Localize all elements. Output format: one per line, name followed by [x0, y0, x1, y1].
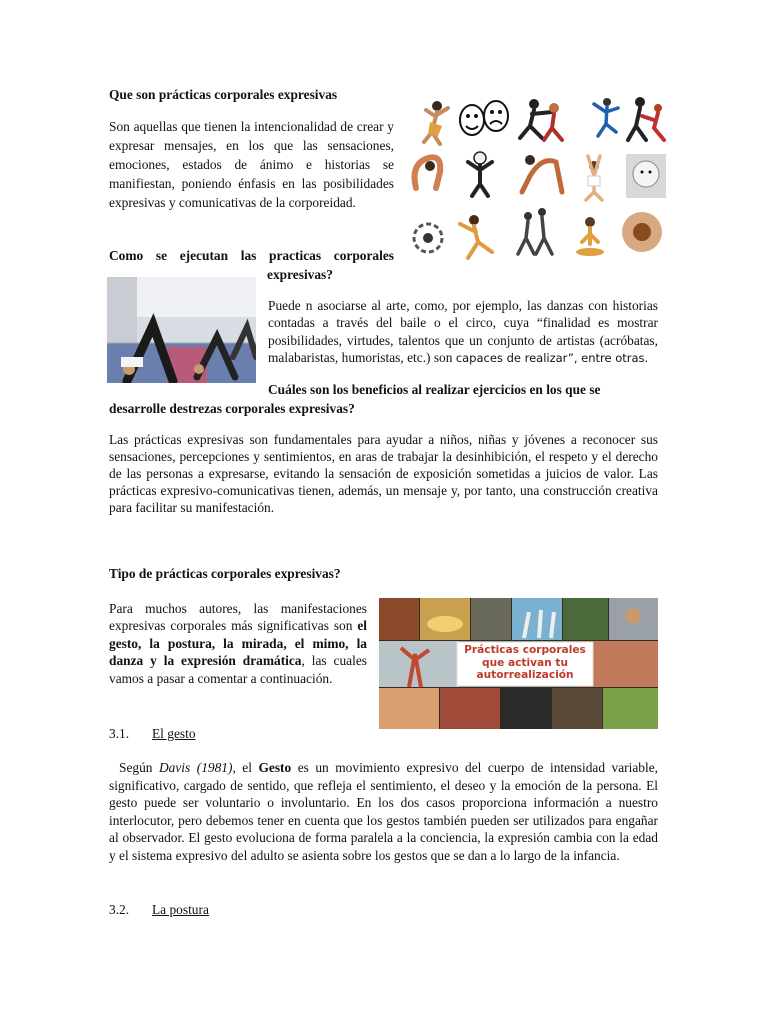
para5-text-c: es un movimiento expresivo del cuerpo de intensidad variable, significativo, cargado de sentido, que refleja el sentimiento, el deseo y la emoción de la persona. El gesto puede ser voluntario o involuntario. En los dos casos proporciona información a nuestro interlocutor, pero debemos tener en cuenta que los gestos también pueden ser utilizados para engañar al observador. El gesto evoluciona de forma paralela a la conciencia, la expresión cambia con la edad y el sistema expresivo del adulto se asienta sobre los gestos que se dan a lo largo de la infancia.	[109, 760, 658, 863]
paragraph-definition: Son aquellas que tienen la intencionalidad de crear y expresar mensajes, en los que las sensaciones, emociones, estados de ánimo e historias se manifiestan, poniendo énfasis en las posibilidades expresivas y comunicativas de la corporeidad.	[109, 119, 394, 211]
para2-small-text: capaces de realizar”, entre otras.	[455, 351, 649, 366]
banner-text-box	[457, 644, 593, 682]
section-3-2-number: 3.2.	[109, 902, 130, 917]
paragraph-el-gesto	[109, 759, 658, 865]
para4-text-a: Para muchos autores, las manifestaciones expresivas corporales más significativas son	[109, 601, 367, 634]
para4-text-b: , las cuales vamos a pasar a comentar a continuación.	[109, 653, 367, 686]
stretching-class-photo	[107, 277, 256, 383]
para5-citation: Davis (1981)	[158, 760, 233, 775]
heading-beneficios-line1: Cuáles son los beneficios al realizar ejercicios en los que se	[268, 382, 601, 397]
banner-line-2: que activan tu	[481, 656, 568, 669]
banner-line-1: Prácticas corporales	[464, 644, 586, 656]
heading-tipo-practicas: Tipo de prácticas corporales expresivas?	[109, 566, 341, 581]
para4-bold-list: el gesto, la postura, la mirada, el mimo, la danza y la expresión dramática	[109, 618, 367, 669]
para5-gesto-term: Gesto	[258, 760, 292, 775]
collage-expressive-figures-image	[402, 92, 670, 266]
section-3-1-heading	[109, 725, 196, 742]
section-3-1-title: El gesto	[152, 726, 196, 741]
practicas-corporales-banner-image	[379, 598, 658, 729]
para2-main-text: Puede n asociarse al arte, como, por ejemplo, las danzas con historias contadas a través del baile o el circo, cuya “finalidad es mostrar posibilidades, virtudes, talentos que un conjunto de artistas (acróbatas, malabaristas, humoristas, etc.) son	[268, 298, 658, 366]
paragraph-como-se-ejecutan	[268, 297, 658, 368]
heading-como-line2: expresivas?	[267, 267, 333, 282]
heading-beneficios-line2: desarrolle destrezas corporales expresivas?	[109, 400, 355, 416]
para5-text-a: Según	[119, 760, 159, 775]
heading-que-son: Que son prácticas corporales expresivas	[109, 87, 338, 102]
face-paint-photo	[626, 154, 666, 198]
section-3-2-heading	[109, 901, 209, 918]
paragraph-tipo-practicas	[109, 600, 367, 687]
human-pyramid-figure	[622, 212, 662, 252]
heading-como-line1: Como se ejecutan las practicas corporales	[109, 248, 394, 263]
section-3-2-title: La postura	[152, 902, 209, 917]
heading-beneficios	[109, 381, 658, 418]
paragraph-beneficios: Las prácticas expresivas son fundamentales para ayudar a niños, niñas y jóvenes a reconocer sus sensaciones, percepciones y sentimientos, en aras de trabajar la desinhibición, el respeto y el derecho de las personas a expresarse, evitando la sensación de exposición sometidas a juicios de valor. Las prácticas expresivo-comunicativas tienen, además, un mensaje y, por tanto, una construcción creativa para facilitar su manifestación.	[109, 432, 658, 516]
section-3-1-number: 3.1.	[109, 726, 130, 741]
banner-line-3: autorrealización	[476, 669, 574, 681]
para5-text-b: , el	[232, 760, 259, 775]
